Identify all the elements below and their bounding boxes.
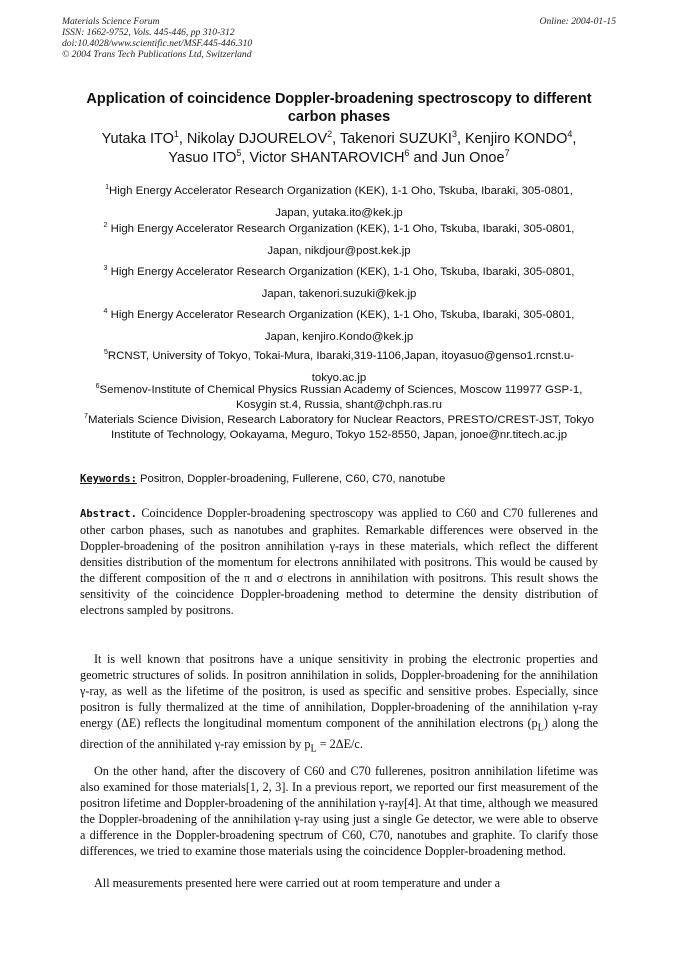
- author-list: [90, 130, 588, 168]
- online-date: Online: 2004-01-15: [539, 16, 616, 27]
- affiliation-sup: 3: [103, 265, 108, 273]
- author-sup: 3: [451, 129, 457, 140]
- author-sup: 7: [504, 148, 510, 159]
- keywords-line: [80, 473, 600, 485]
- author-sup: 2: [327, 129, 333, 140]
- affiliation-4: [90, 304, 588, 348]
- author-name: Yutaka ITO: [101, 131, 174, 147]
- abstract-text: Coincidence Doppler-broadening spectroscopy was applied to C60 and C70 fullerenes and other carbon phases, such as nanotubes and graphites. Remarkable differences were observed in the Doppler-broadening of the positron annihilation γ-rays in these materials, which reflect the different densities distribution of the momentum for electrons annihilated with positrons. This would be caused by the different composition of the π and σ electrons in annihilation with positrons. This result shows the sensitivity of the coincidence Doppler-broadening method to determine the density distribution of electrons sampled by positrons.: [80, 506, 598, 617]
- journal-name: Materials Science Forum: [62, 16, 160, 27]
- affiliation-7: [84, 413, 594, 443]
- keywords-text: Positron, Doppler-broadening, Fullerene, C60, C70, nanotube: [136, 473, 446, 485]
- paragraph-text: All measurements presented here were carried out at room temperature and under a: [94, 876, 501, 890]
- paragraph-text: ) along the direction of the annihilated γ-ray emission by p: [80, 716, 599, 752]
- affiliation-text: High Energy Accelerator Research Organization (KEK), 1-1 Oho, Tskuba, Ibaraki, 305-0801, Japan, nikdjour@post.kek.jp: [107, 223, 575, 257]
- author-name: , Kenjiro KONDO: [456, 131, 568, 147]
- affiliation-text: Semenov-Institute of Chemical Physics Russian Academy of Sciences, Moscow 119977 GSP-1, Kosygin st.4, Russia, shant@chph.ras.ru: [99, 384, 583, 411]
- author-name: , Nikolay DJOURELOV: [178, 131, 328, 147]
- author-sup: 5: [236, 148, 242, 159]
- author-sup: 6: [404, 148, 410, 159]
- intro-paragraph-1: [80, 651, 598, 758]
- author-name: and Jun Onoe: [409, 150, 505, 166]
- author-name: , Yasuo ITO: [168, 131, 577, 166]
- journal-header: [62, 16, 252, 60]
- subscript: L: [310, 743, 317, 755]
- affiliation-sup: 2: [103, 222, 108, 230]
- abstract: [80, 505, 598, 618]
- intro-paragraph-3: [80, 875, 598, 891]
- copyright-line: © 2004 Trans Tech Publications Ltd, Switzerland: [62, 49, 252, 60]
- affiliation-sup: 6: [95, 383, 100, 391]
- affiliation-text: RCNST, University of Tokyo, Tokai-Mura, Ibaraki,319-1106,Japan, itoyasuo@genso1.rcnst.u-tokyo.ac.jp: [107, 350, 575, 384]
- affiliation-sup: 5: [103, 349, 108, 357]
- paragraph-text: = 2ΔE/c.: [316, 737, 363, 752]
- affiliation-sup: 4: [103, 308, 108, 316]
- subscript: L: [537, 722, 544, 734]
- affiliation-3: [90, 261, 588, 305]
- intro-paragraph-2: [80, 763, 598, 859]
- affiliation-sup: 1: [105, 184, 110, 192]
- author-sup: 4: [567, 129, 573, 140]
- paragraph-text: It is well known that positrons have a unique sensitivity in probing the electronic properties and geometric structures of solids. In positron annihilation in solids, Doppler-broadening for the annihilation γ-ray, as well as the lifetime of the positron, is used as specific and sensitive probes. Especially, since positron is fully thermalized at the time of annihilation, Doppler-broadening of the annihilation γ-ray energy (ΔE) reflects the longitudinal momentum component of the annihilation electrons (p: [80, 652, 598, 730]
- affiliation-text: Materials Science Division, Research Laboratory for Nuclear Reactors, PRESTO/CREST-JST, Tokyo Institute of Technology, Ookayama, Meguro, Tokyo 152-8550, Japan, jonoe@nr.titech.ac.jp: [87, 414, 594, 441]
- affiliation-sup: 7: [84, 413, 88, 421]
- author-name: , Takenori SUZUKI: [332, 131, 452, 147]
- author-sup: 1: [173, 129, 179, 140]
- author-name: , Victor SHANTAROVICH: [241, 150, 405, 166]
- affiliation-2: [90, 218, 588, 262]
- issn-line: ISSN: 1662-9752, Vols. 445-446, pp 310-312: [62, 27, 235, 38]
- paper-title: Application of coincidence Doppler-broadening spectroscopy to different carbon phases: [86, 91, 592, 125]
- doi-line: doi:10.4028/www.scientific.net/MSF.445-446.310: [62, 38, 253, 49]
- paragraph-text: On the other hand, after the discovery of C60 and C70 fullerenes, positron annihilation lifetime was also examined for those materials[1, 2, 3]. In a previous report, we reported our first measurement of the positron lifetime and Doppler-broadening of the annihilation γ-ray[4]. At that time, although we measured the Doppler-broadening of the annihilation γ-ray using just a single Ge detector, we were able to observe a difference in the Doppler-broadening spectrum of C60, C70, nanotubes and graphite. To clarify those differences, we tried to examine those materials using the coincidence Doppler-broadening method.: [80, 764, 598, 858]
- affiliation-text: High Energy Accelerator Research Organization (KEK), 1-1 Oho, Tskuba, Ibaraki, 305-0801, Japan, takenori.suzuki@kek.jp: [107, 266, 575, 300]
- affiliation-text: High Energy Accelerator Research Organization (KEK), 1-1 Oho, Tskuba, Ibaraki, 305-0801, Japan, yutaka.ito@kek.jp: [109, 185, 573, 219]
- abstract-label: Abstract.: [80, 508, 137, 520]
- affiliation-6: [90, 383, 588, 413]
- affiliation-text: High Energy Accelerator Research Organization (KEK), 1-1 Oho, Tskuba, Ibaraki, 305-0801, Japan, kenjiro.Kondo@kek.jp: [107, 309, 575, 343]
- keywords-label: Keywords:: [80, 473, 137, 485]
